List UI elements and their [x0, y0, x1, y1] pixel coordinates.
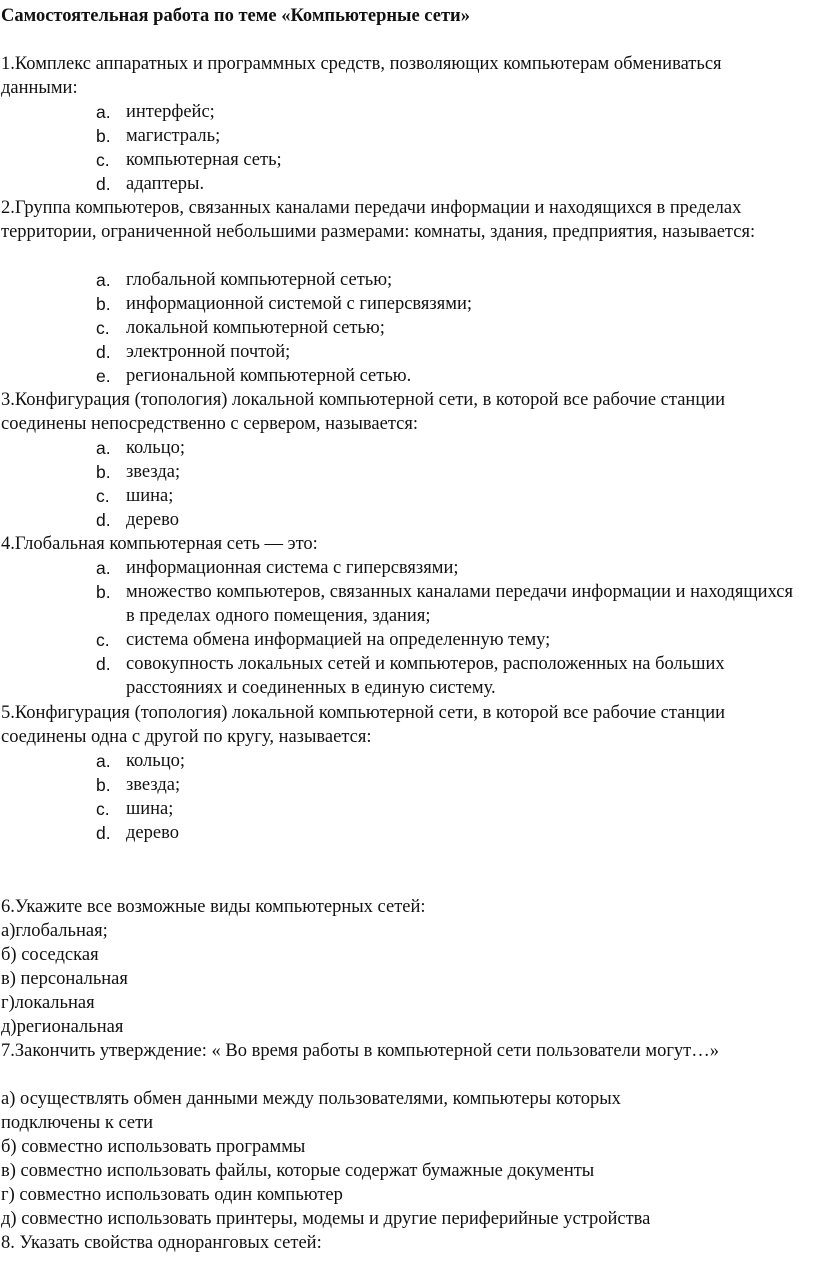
question-4-option	[96, 652, 796, 700]
option-letter: a.	[96, 270, 111, 290]
question-5-option	[96, 821, 796, 845]
option-letter: b.	[96, 462, 111, 483]
option-text: кольцо;	[126, 751, 186, 771]
option-text: шина;	[126, 799, 174, 820]
question-7-line: а) осуществлять обмен данными между пользователями, компьютеры которых	[1, 1089, 621, 1109]
option-text: магистраль;	[126, 126, 221, 147]
question-2-options	[96, 268, 796, 388]
question-6-line: а)глобальная;	[1, 921, 108, 941]
option-letter: d.	[96, 823, 111, 844]
question-4-option	[96, 556, 796, 580]
option-text: информационная система с гиперсвязями;	[126, 558, 459, 578]
option-text: дерево	[126, 823, 179, 844]
option-letter: c.	[96, 150, 110, 171]
option-text: глобальной компьютерной сетью;	[126, 270, 393, 290]
option-letter: c.	[96, 799, 110, 820]
question-2-option	[96, 316, 796, 340]
question-5-option	[96, 773, 796, 797]
option-text: звезда;	[126, 775, 181, 796]
option-letter: b.	[96, 294, 111, 315]
question-5-option	[96, 749, 796, 773]
question-3-text: 3.Конфигурация (топология) локальной компьютерной сети, в которой все рабочие станции соединены непосредственно с сервером, называется:	[1, 390, 726, 435]
question-3-option	[96, 460, 796, 484]
option-letter: d.	[96, 342, 111, 363]
option-text: дерево	[126, 510, 179, 531]
option-letter: c.	[96, 630, 110, 651]
option-letter: a.	[96, 751, 111, 771]
question-4-option	[96, 580, 796, 628]
question-2-option	[96, 364, 796, 388]
option-letter: d.	[96, 510, 111, 531]
option-text: компьютерная сеть;	[126, 150, 282, 171]
question-3-options	[96, 436, 796, 532]
question-3-option	[96, 508, 796, 532]
question-7-line: подключены к сети	[1, 1113, 154, 1133]
question-6-text: 6.Укажите все возможные виды компьютерных сетей:	[1, 897, 426, 917]
question-1-option	[96, 148, 796, 172]
option-letter: d.	[96, 654, 111, 675]
option-letter: a.	[96, 102, 111, 122]
question-6-line: г)локальная	[1, 993, 95, 1013]
option-letter: b.	[96, 126, 111, 147]
question-7-line: б) совместно использовать программы	[1, 1137, 306, 1157]
option-text: шина;	[126, 486, 174, 507]
question-4-option	[96, 628, 796, 652]
question-6-line: б) соседская	[1, 945, 99, 965]
question-3-option	[96, 436, 796, 460]
question-2-option	[96, 292, 796, 316]
question-4-options	[96, 556, 796, 701]
option-text: электронной почтой;	[126, 342, 291, 363]
option-letter: a.	[96, 558, 111, 578]
question-7-line: в) совместно использовать файлы, которые содержат бумажные документы	[1, 1161, 595, 1181]
option-letter: c.	[96, 486, 110, 507]
option-letter: b.	[96, 775, 111, 796]
option-letter: e.	[96, 366, 111, 387]
option-letter: c.	[96, 318, 110, 339]
question-1-option	[96, 100, 796, 124]
question-2-option	[96, 340, 796, 364]
option-text: звезда;	[126, 462, 181, 483]
option-text: локальной компьютерной сетью;	[126, 318, 385, 339]
question-5-options	[96, 749, 796, 845]
option-text: информационной системой с гиперсвязями;	[126, 294, 472, 315]
question-1-text: 1.Комплекс аппаратных и программных средств, позволяющих компьютерам обмениваться данными:	[1, 54, 722, 99]
question-6-line: в) персональная	[1, 969, 128, 989]
question-7-line: д) совместно использовать принтеры, модемы и другие периферийные устройства	[1, 1209, 651, 1229]
question-5-option	[96, 797, 796, 821]
question-3-option	[96, 484, 796, 508]
question-4-text: 4.Глобальная компьютерная сеть — это:	[1, 534, 318, 554]
option-letter: b.	[96, 582, 111, 603]
question-1-option	[96, 172, 796, 196]
question-7-line: г) совместно использовать один компьютер	[1, 1185, 343, 1205]
question-8-text: 8. Указать свойства одноранговых сетей:	[1, 1233, 322, 1253]
option-text: региональной компьютерной сетью.	[126, 366, 412, 387]
question-6-line: д)региональная	[1, 1017, 124, 1037]
option-letter: d.	[96, 174, 111, 195]
option-text: множество компьютеров, связанных каналами передачи информации и находящихся в пределах одного помещения, здания;	[126, 582, 794, 627]
option-text: адаптеры.	[126, 174, 205, 195]
question-5-text: 5.Конфигурация (топология) локальной компьютерной сети, в которой все рабочие станции соединены одна с другой по кругу, называется:	[1, 703, 726, 748]
question-1-option	[96, 124, 796, 148]
option-text: кольцо;	[126, 438, 186, 458]
question-2-text: 2.Группа компьютеров, связанных каналами передачи информации и находящихся в пределах территории, ограниченной небольшими размерами: комнаты, здания, предприятия, называется:	[1, 198, 756, 243]
option-text: совокупность локальных сетей и компьютеров, расположенных на больших расстояниях и соединенных в единую систему.	[126, 654, 725, 699]
option-letter: a.	[96, 438, 111, 458]
question-2-option	[96, 268, 796, 292]
document-title: Самостоятельная работа по теме «Компьютерные сети»	[1, 6, 470, 26]
option-text: интерфейс;	[126, 102, 215, 122]
option-text: система обмена информацией на определенную тему;	[126, 630, 551, 651]
question-7-text: 7.Закончить утверждение: « Во время работы в компьютерной сети пользователи могут…»	[1, 1041, 719, 1061]
question-1-options	[96, 100, 796, 196]
